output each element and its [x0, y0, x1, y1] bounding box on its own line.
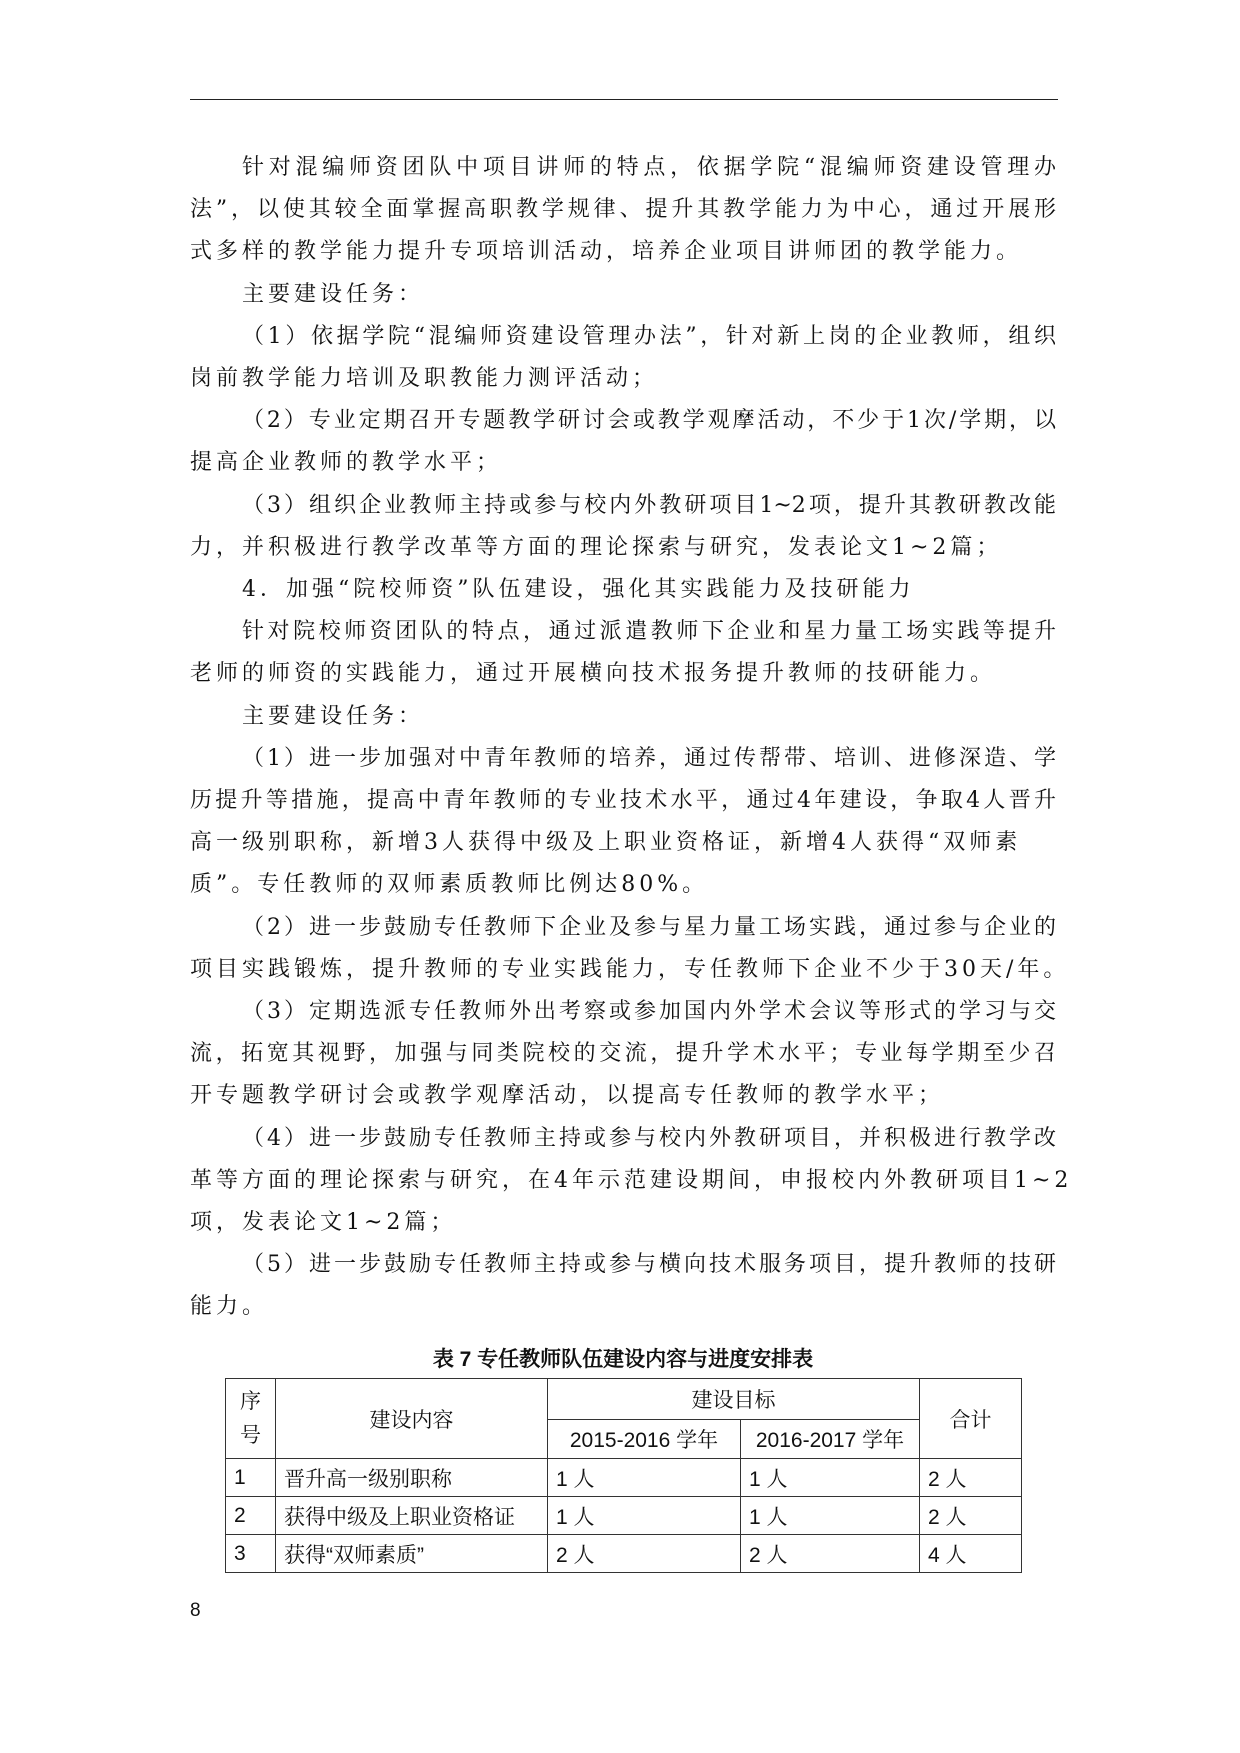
body-line: 老师的师资的实践能力，通过开展横向技术报务提升教师的技研能力。: [190, 661, 997, 686]
header-rule: [190, 99, 1058, 100]
body-line: 针对院校师资团队的特点，通过派遣教师下企业和星力量工场实践等提升: [242, 619, 1056, 644]
cell-year2: 2 人: [741, 1535, 920, 1573]
table-row: [226, 1497, 1022, 1535]
body-line: 历提升等措施，提高中青年教师的专业技术水平，通过4年建设，争取4人晋升: [190, 788, 1056, 813]
cell-seq: 3: [226, 1535, 276, 1573]
body-line: （1）进一步加强对中青年教师的培养，通过传帮带、培训、进修深造、学: [242, 746, 1056, 771]
progress-table: [225, 1378, 1022, 1573]
body-line: （3）组织企业教师主持或参与校内外教研项目1~2项，提升其教研教改能: [242, 493, 1056, 518]
section-heading: 4．加强“院校师资”队伍建设，强化其实践能力及技研能力: [242, 577, 915, 602]
body-line: 式多样的教学能力提升专项培训活动，培养企业项目讲师团的教学能力。: [190, 239, 1023, 264]
cell-seq: 1: [226, 1459, 276, 1497]
body-line: 流，拓宽其视野，加强与同类院校的交流，提升学术水平；专业每学期至少召: [190, 1041, 1056, 1066]
body-line: 革等方面的理论探索与研究，在4年示范建设期间，申报校内外教研项目1~2: [190, 1168, 1073, 1193]
cell-total: 2 人: [920, 1497, 1022, 1535]
body-line: （4）进一步鼓励专任教师主持或参与校内外教研项目，并积极进行教学改: [242, 1126, 1056, 1151]
cell-total: 2 人: [920, 1459, 1022, 1497]
header-goal: 建设目标: [548, 1379, 920, 1420]
cell-year1: 1 人: [548, 1497, 741, 1535]
body-line: 项目实践锻炼，提升教师的专业实践能力，专任教师下企业不少于30天/年。: [190, 957, 1070, 982]
body-line: 针对混编师资团队中项目讲师的特点，依据学院“混编师资建设管理办: [242, 155, 1056, 180]
table-row: [226, 1535, 1022, 1573]
table-header-row: [226, 1379, 1022, 1420]
body-line: 高一级别职称，新增3人获得中级及上职业资格证，新增4人获得“双师素: [190, 830, 1022, 855]
cell-total: 4 人: [920, 1535, 1022, 1573]
body-line: 岗前教学能力培训及职教能力测评活动；: [190, 366, 659, 391]
header-content: 建设内容: [276, 1379, 548, 1459]
cell-year2: 1 人: [741, 1459, 920, 1497]
body-line: 主要建设任务：: [242, 282, 425, 307]
cell-content: 获得“双师素质”: [276, 1535, 548, 1573]
body-line: 提高企业教师的教学水平；: [190, 450, 503, 475]
body-line: （1）依据学院“混编师资建设管理办法”，针对新上岗的企业教师，组织: [242, 324, 1056, 349]
body-line: 质”。专任教师的双师素质教师比例达80%。: [190, 872, 709, 897]
cell-year2: 1 人: [741, 1497, 920, 1535]
cell-content: 获得中级及上职业资格证: [276, 1497, 548, 1535]
body-line: 能力。: [190, 1294, 269, 1319]
header-year2: 2016-2017 学年: [741, 1419, 920, 1459]
table-title: 表 7 专任教师队伍建设内容与进度安排表: [432, 1348, 814, 1371]
body-line: 力，并积极进行教学改革等方面的理论探索与研究，发表论文1~2篇；: [190, 535, 1003, 560]
header-year1: 2015-2016 学年: [548, 1419, 741, 1459]
body-line: （3）定期选派专任教师外出考察或参加国内外学术会议等形式的学习与交: [242, 999, 1056, 1024]
body-line: （2）进一步鼓励专任教师下企业及参与星力量工场实践，通过参与企业的: [242, 915, 1056, 940]
page-number: 8: [190, 1600, 201, 1621]
body-line: 主要建设任务：: [242, 704, 425, 729]
body-line: （2）专业定期召开专题教学研讨会或教学观摩活动，不少于1次/学期，以: [242, 408, 1056, 433]
header-seq: 序号: [226, 1379, 276, 1459]
body-line: （5）进一步鼓励专任教师主持或参与横向技术服务项目，提升教师的技研: [242, 1252, 1056, 1277]
body-line: 开专题教学研讨会或教学观摩活动，以提高专任教师的教学水平；: [190, 1083, 945, 1108]
cell-seq: 2: [226, 1497, 276, 1535]
body-line: 项，发表论文1~2篇；: [190, 1210, 457, 1235]
body-line: 法”，以使其较全面掌握高职教学规律、提升其教学能力为中心，通过开展形: [190, 197, 1056, 222]
cell-year1: 2 人: [548, 1535, 741, 1573]
table-row: [226, 1459, 1022, 1497]
header-total: 合计: [920, 1379, 1022, 1459]
cell-content: 晋升高一级别职称: [276, 1459, 548, 1497]
cell-year1: 1 人: [548, 1459, 741, 1497]
